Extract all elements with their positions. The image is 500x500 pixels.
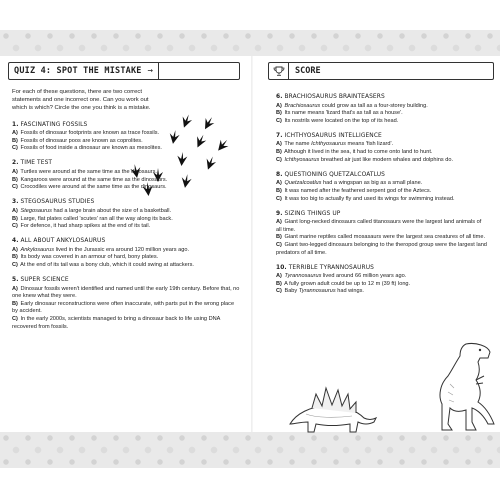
right-column xyxy=(276,94,488,304)
option-italic-name: Brachiosaurus xyxy=(284,102,321,109)
option-italic-name: Ankylosaurus xyxy=(20,246,55,253)
question-number: 1. xyxy=(12,121,19,128)
option-letter: C) xyxy=(276,156,282,163)
option-letter: B) xyxy=(276,110,282,117)
option-text: Fossils of food inside a dinosaur are known as mesolites. xyxy=(20,145,162,152)
answer-option[interactable] xyxy=(276,188,488,196)
question-title-text: ICHTHYOSAURUS INTELLIGENCE xyxy=(284,132,382,139)
option-text: breathed air just like modern whales and dolphins do. xyxy=(319,156,454,163)
answer-option[interactable] xyxy=(276,141,488,149)
answer-option[interactable] xyxy=(276,273,448,281)
quiz-instructions: For each of these questions, there are two correct statements and one incorrect one. Can you work out which is which? Circle the one you think is a mistake. xyxy=(12,89,151,112)
answer-option[interactable] xyxy=(12,301,240,316)
option-text: Giant long-necked dinosaurs called titanosaurs were the largest land animals of all time. xyxy=(276,219,482,233)
option-text: In the early 2000s, scientists managed to bring a dinosaur back to life using DNA recovered from fossils. xyxy=(12,316,221,330)
question-number: 3. xyxy=(12,199,19,206)
bottom-decorative-border xyxy=(0,432,500,468)
answer-option[interactable] xyxy=(12,208,240,216)
answer-option[interactable] xyxy=(276,149,488,157)
option-text: Fossils of dinosaur footprints are known as trace fossils. xyxy=(20,130,160,137)
question-title xyxy=(12,160,177,168)
option-text: Turtles were around at the same time as the dinosaurs. xyxy=(20,169,157,176)
option-text: Its body was covered in an armour of hard, bony plates. xyxy=(20,254,159,261)
option-letter: A) xyxy=(12,246,18,253)
option-letter: B) xyxy=(276,187,282,194)
question-title-text: QUESTIONING QUETZALCOATLUS xyxy=(284,171,385,178)
question-title-text: SUPER SCIENCE xyxy=(20,277,69,284)
answer-option[interactable] xyxy=(276,180,488,188)
option-italic-name: Ichthyosaurus xyxy=(311,141,346,148)
option-letter: B) xyxy=(276,280,282,287)
option-letter: C) xyxy=(12,223,18,230)
answer-option[interactable] xyxy=(276,288,448,296)
option-italic-name: Quetzalcoatlus xyxy=(284,180,322,187)
question-number: 10. xyxy=(276,264,287,271)
answer-option[interactable] xyxy=(12,286,240,301)
option-text: Baby xyxy=(284,288,299,295)
option-letter: A) xyxy=(12,169,18,176)
option-letter: A) xyxy=(276,102,282,109)
option-text: Although it lived in the sea, it had to come onto land to hunt. xyxy=(284,149,433,156)
option-text: could grow as tall as a four-storey building. xyxy=(320,102,428,109)
option-text: For defence, it had sharp spikes at the end of its tail. xyxy=(20,223,151,230)
page-gutter xyxy=(251,56,253,432)
option-text: Kangaroos were around at the same time as the dinosaurs. xyxy=(20,176,168,183)
option-letter: A) xyxy=(276,219,282,226)
option-text: Early dinosaur reconstructions were often inaccurate, with parts put in the wrong place by accident. xyxy=(12,300,235,315)
tyrannosaurus-illustration xyxy=(436,340,496,436)
option-letter: A) xyxy=(276,180,282,187)
question-number: 5. xyxy=(12,277,19,284)
question-title-text: FASCINATING FOSSILS xyxy=(20,121,88,128)
option-letter: A) xyxy=(12,207,18,214)
quiz-header xyxy=(8,62,240,80)
trophy-icon xyxy=(269,63,289,79)
option-text: The name xyxy=(284,141,312,148)
answer-option[interactable] xyxy=(276,196,488,204)
quiz-question xyxy=(12,277,240,331)
question-number: 9. xyxy=(276,210,283,217)
option-letter: C) xyxy=(276,195,282,202)
option-text: lived around 66 million years ago. xyxy=(321,273,407,280)
option-text: A fully grown adult could be up to 12 m (39 ft) long. xyxy=(284,280,411,287)
score-label: SCORE xyxy=(295,66,321,76)
question-title xyxy=(12,199,240,207)
option-text: Its nostrils were located on the top of its head. xyxy=(284,117,399,124)
option-text: Its name means 'lizard that's as tall as a house'. xyxy=(284,110,403,117)
option-text: had a wingspan as big as a small plane. xyxy=(321,180,423,187)
option-letter: A) xyxy=(12,285,18,292)
option-text: At the end of its tail was a bony club, which it could swing at attackers. xyxy=(20,262,194,269)
question-title xyxy=(276,133,488,141)
quiz-question xyxy=(276,265,488,296)
arrow-right-icon: → xyxy=(147,66,154,76)
answer-option[interactable] xyxy=(12,262,240,270)
option-italic-name: Stegosaurus xyxy=(20,207,52,214)
option-text: had wings. xyxy=(335,288,364,295)
top-decorative-border xyxy=(0,30,500,56)
option-letter: C) xyxy=(276,242,282,248)
answer-option[interactable] xyxy=(276,118,488,126)
question-number: 8. xyxy=(276,171,283,178)
option-italic-name: Tyrannosaurus xyxy=(298,288,336,295)
option-letter: C) xyxy=(276,288,282,295)
question-title xyxy=(12,238,240,246)
quiz-question xyxy=(276,172,488,203)
option-letter: A) xyxy=(276,141,282,148)
option-text: Giant marine reptiles called mosasaurs were the largest sea creatures of all time. xyxy=(284,234,485,241)
answer-option[interactable] xyxy=(12,254,240,262)
option-letter: B) xyxy=(12,215,18,222)
option-letter: C) xyxy=(276,117,282,124)
question-number: 4. xyxy=(12,238,19,245)
answer-option[interactable] xyxy=(276,281,448,289)
answer-option[interactable] xyxy=(12,145,184,153)
option-text: Large, flat plates called 'scutes' ran all the way along its back. xyxy=(20,215,173,222)
quiz-question xyxy=(12,199,240,230)
quiz-title-text: QUIZ 4: SPOT THE MISTAKE xyxy=(14,66,142,76)
answer-option[interactable] xyxy=(12,223,240,231)
question-title-text: SIZING THINGS UP xyxy=(284,210,341,217)
left-column xyxy=(12,88,240,339)
question-title-text: STEGOSAURUS STUDIES xyxy=(20,199,95,206)
option-letter: C) xyxy=(12,184,18,191)
question-title-text: TIME TEST xyxy=(20,160,53,167)
option-letter: A) xyxy=(276,273,282,280)
option-text: Crocodiles were around at the same time as the dinosaurs. xyxy=(20,184,167,191)
answer-option[interactable] xyxy=(12,247,240,255)
answer-option[interactable] xyxy=(12,316,240,331)
answer-option[interactable] xyxy=(12,216,240,224)
question-title xyxy=(12,122,184,130)
answer-option[interactable] xyxy=(276,234,488,242)
option-italic-name: Ichthyosaurus xyxy=(284,156,320,163)
option-text: lived in the Jurassic era around 120 million years ago. xyxy=(54,246,190,253)
answer-option[interactable] xyxy=(276,242,488,257)
option-italic-name: Tyrannosaurus xyxy=(284,273,322,280)
question-title-text: TERRIBLE TYRANNOSAURUS xyxy=(288,264,374,271)
answer-option[interactable] xyxy=(276,157,488,165)
option-letter: B) xyxy=(276,149,282,156)
option-text: It was named after the feathered serpent god of the Aztecs. xyxy=(284,187,432,194)
answer-option[interactable] xyxy=(276,103,488,111)
question-number: 6. xyxy=(276,94,283,100)
answer-option[interactable] xyxy=(12,169,177,177)
option-text: It was too big to actually fly and used its wings for swimming instead. xyxy=(284,195,455,202)
option-letter: C) xyxy=(12,262,18,269)
option-text: Giant two-legged dinosaurs belonging to the theropod group were the largest land predators of all time. xyxy=(276,242,487,256)
option-letter: B) xyxy=(12,300,18,307)
quiz-question xyxy=(12,122,240,153)
quiz-question xyxy=(12,238,240,269)
question-title xyxy=(12,277,240,285)
question-title-text: ALL ABOUT ANKYLOSAURUS xyxy=(20,238,106,245)
quiz-question xyxy=(12,160,240,191)
score-header xyxy=(268,62,494,80)
option-text: Fossils of dinosaur poos are known as coprolites. xyxy=(20,137,143,144)
answer-option[interactable] xyxy=(276,110,488,118)
question-title xyxy=(276,94,488,102)
question-title xyxy=(276,211,488,219)
stegosaurus-illustration xyxy=(286,378,378,434)
quiz-question xyxy=(276,133,488,164)
option-letter: B) xyxy=(12,254,18,261)
quiz-question xyxy=(276,211,488,258)
question-number: 7. xyxy=(276,132,283,139)
question-title xyxy=(276,172,488,180)
option-letter: B) xyxy=(12,176,18,183)
question-title-text: BRACHIOSAURUS BRAINTEASERS xyxy=(284,94,385,100)
answer-option[interactable] xyxy=(12,130,184,138)
answer-option[interactable] xyxy=(276,219,488,234)
option-text: means 'fish lizard'. xyxy=(345,141,394,148)
answer-option[interactable] xyxy=(12,184,177,192)
quiz-title xyxy=(9,63,159,79)
option-text: Dinosaur fossils weren't identified and named until the early 19th century. Before that, no one knew what they were. xyxy=(12,285,240,300)
quiz-question xyxy=(276,94,488,125)
question-number: 2. xyxy=(12,160,19,167)
option-letter: C) xyxy=(12,145,18,152)
answer-option[interactable] xyxy=(12,177,177,185)
option-text: had a large brain about the size of a basketball. xyxy=(51,207,171,214)
option-letter: B) xyxy=(276,234,282,241)
question-title xyxy=(276,265,448,273)
answer-option[interactable] xyxy=(12,138,184,146)
option-letter: C) xyxy=(12,316,18,323)
option-letter: A) xyxy=(12,130,18,137)
option-letter: B) xyxy=(12,137,18,144)
